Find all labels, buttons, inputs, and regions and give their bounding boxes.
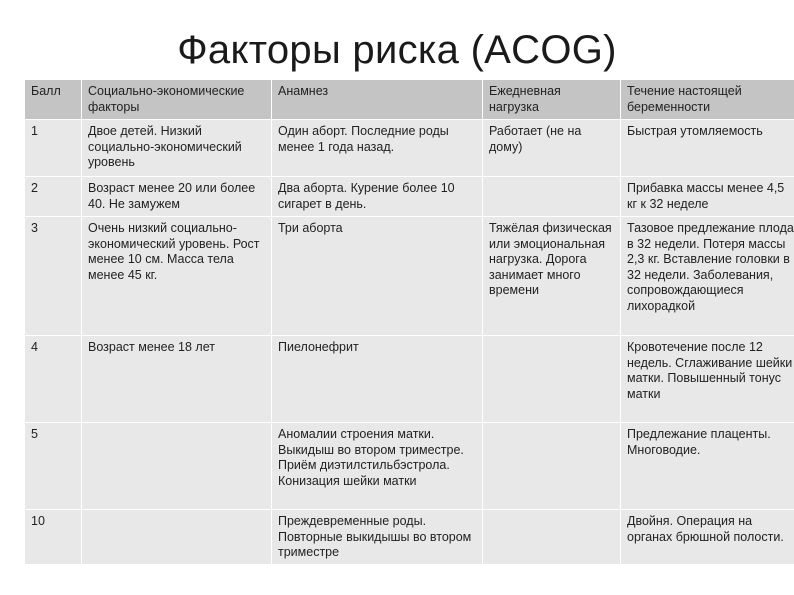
table-cell: Возраст менее 18 лет	[82, 336, 272, 423]
table-cell: 1	[25, 120, 82, 177]
table-cell: Предлежание плаценты. Многоводие.	[621, 423, 794, 510]
table-cell: 3	[25, 217, 82, 336]
table-cell: 4	[25, 336, 82, 423]
table-cell	[483, 336, 621, 423]
table-row	[25, 423, 794, 510]
table-cell: Два аборта. Курение более 10 сигарет в день.	[272, 177, 483, 217]
table-cell: Двое детей. Низкий социально-экономический уровень	[82, 120, 272, 177]
table-cell: Очень низкий социально-экономический уровень. Рост менее 10 см. Масса тела менее 45 кг.	[82, 217, 272, 336]
table-cell	[82, 510, 272, 565]
table-cell: Пиелонефрит	[272, 336, 483, 423]
table-row	[25, 510, 794, 565]
table-cell	[483, 510, 621, 565]
table-cell: 2	[25, 177, 82, 217]
header-cell-daily-load: Ежедневная нагрузка	[483, 80, 621, 120]
table-row	[25, 217, 794, 336]
table-cell: 10	[25, 510, 82, 565]
table-cell: Один аборт. Последние роды менее 1 года назад.	[272, 120, 483, 177]
header-cell-socioeconomic: Социально-экономические факторы	[82, 80, 272, 120]
table-cell: Двойня. Операция на органах брюшной полости.	[621, 510, 794, 565]
table-cell: Прибавка массы менее 4,5 кг к 32 неделе	[621, 177, 794, 217]
risk-factors-table	[24, 79, 794, 565]
table-cell: Работает (не на дому)	[483, 120, 621, 177]
table-cell: Тазовое предлежание плода в 32 недели. Потеря массы 2,3 кг. Вставление головки в 32 недели. Заболевания, сопровождающиеся лихорадкой	[621, 217, 794, 336]
table-cell	[483, 423, 621, 510]
table-row	[25, 336, 794, 423]
table-row	[25, 177, 794, 217]
table-cell: Преждевременные роды. Повторные выкидышы во втором триместре	[272, 510, 483, 565]
table-cell	[483, 177, 621, 217]
table-row	[25, 120, 794, 177]
table-cell: Быстрая утомляемость	[621, 120, 794, 177]
table-cell: 5	[25, 423, 82, 510]
table-cell: Кровотечение после 12 недель. Сглаживание шейки матки. Повышенный тонус матки	[621, 336, 794, 423]
table-cell: Аномалии строения матки. Выкидыш во втором триместре. Приём диэтилстильбэстрола. Конизация шейки матки	[272, 423, 483, 510]
header-cell-score: Балл	[25, 80, 82, 120]
header-cell-pregnancy-course: Течение настоящей беременности	[621, 80, 794, 120]
header-cell-anamnesis: Анамнез	[272, 80, 483, 120]
table-cell	[82, 423, 272, 510]
page-title: Факторы риска (ACOG)	[177, 28, 617, 72]
table-cell: Три аборта	[272, 217, 483, 336]
table-cell: Возраст менее 20 или более 40. Не замужем	[82, 177, 272, 217]
table-cell: Тяжёлая физическая или эмоциональная нагрузка. Дорога занимает много времени	[483, 217, 621, 336]
table-header-row	[25, 80, 794, 120]
